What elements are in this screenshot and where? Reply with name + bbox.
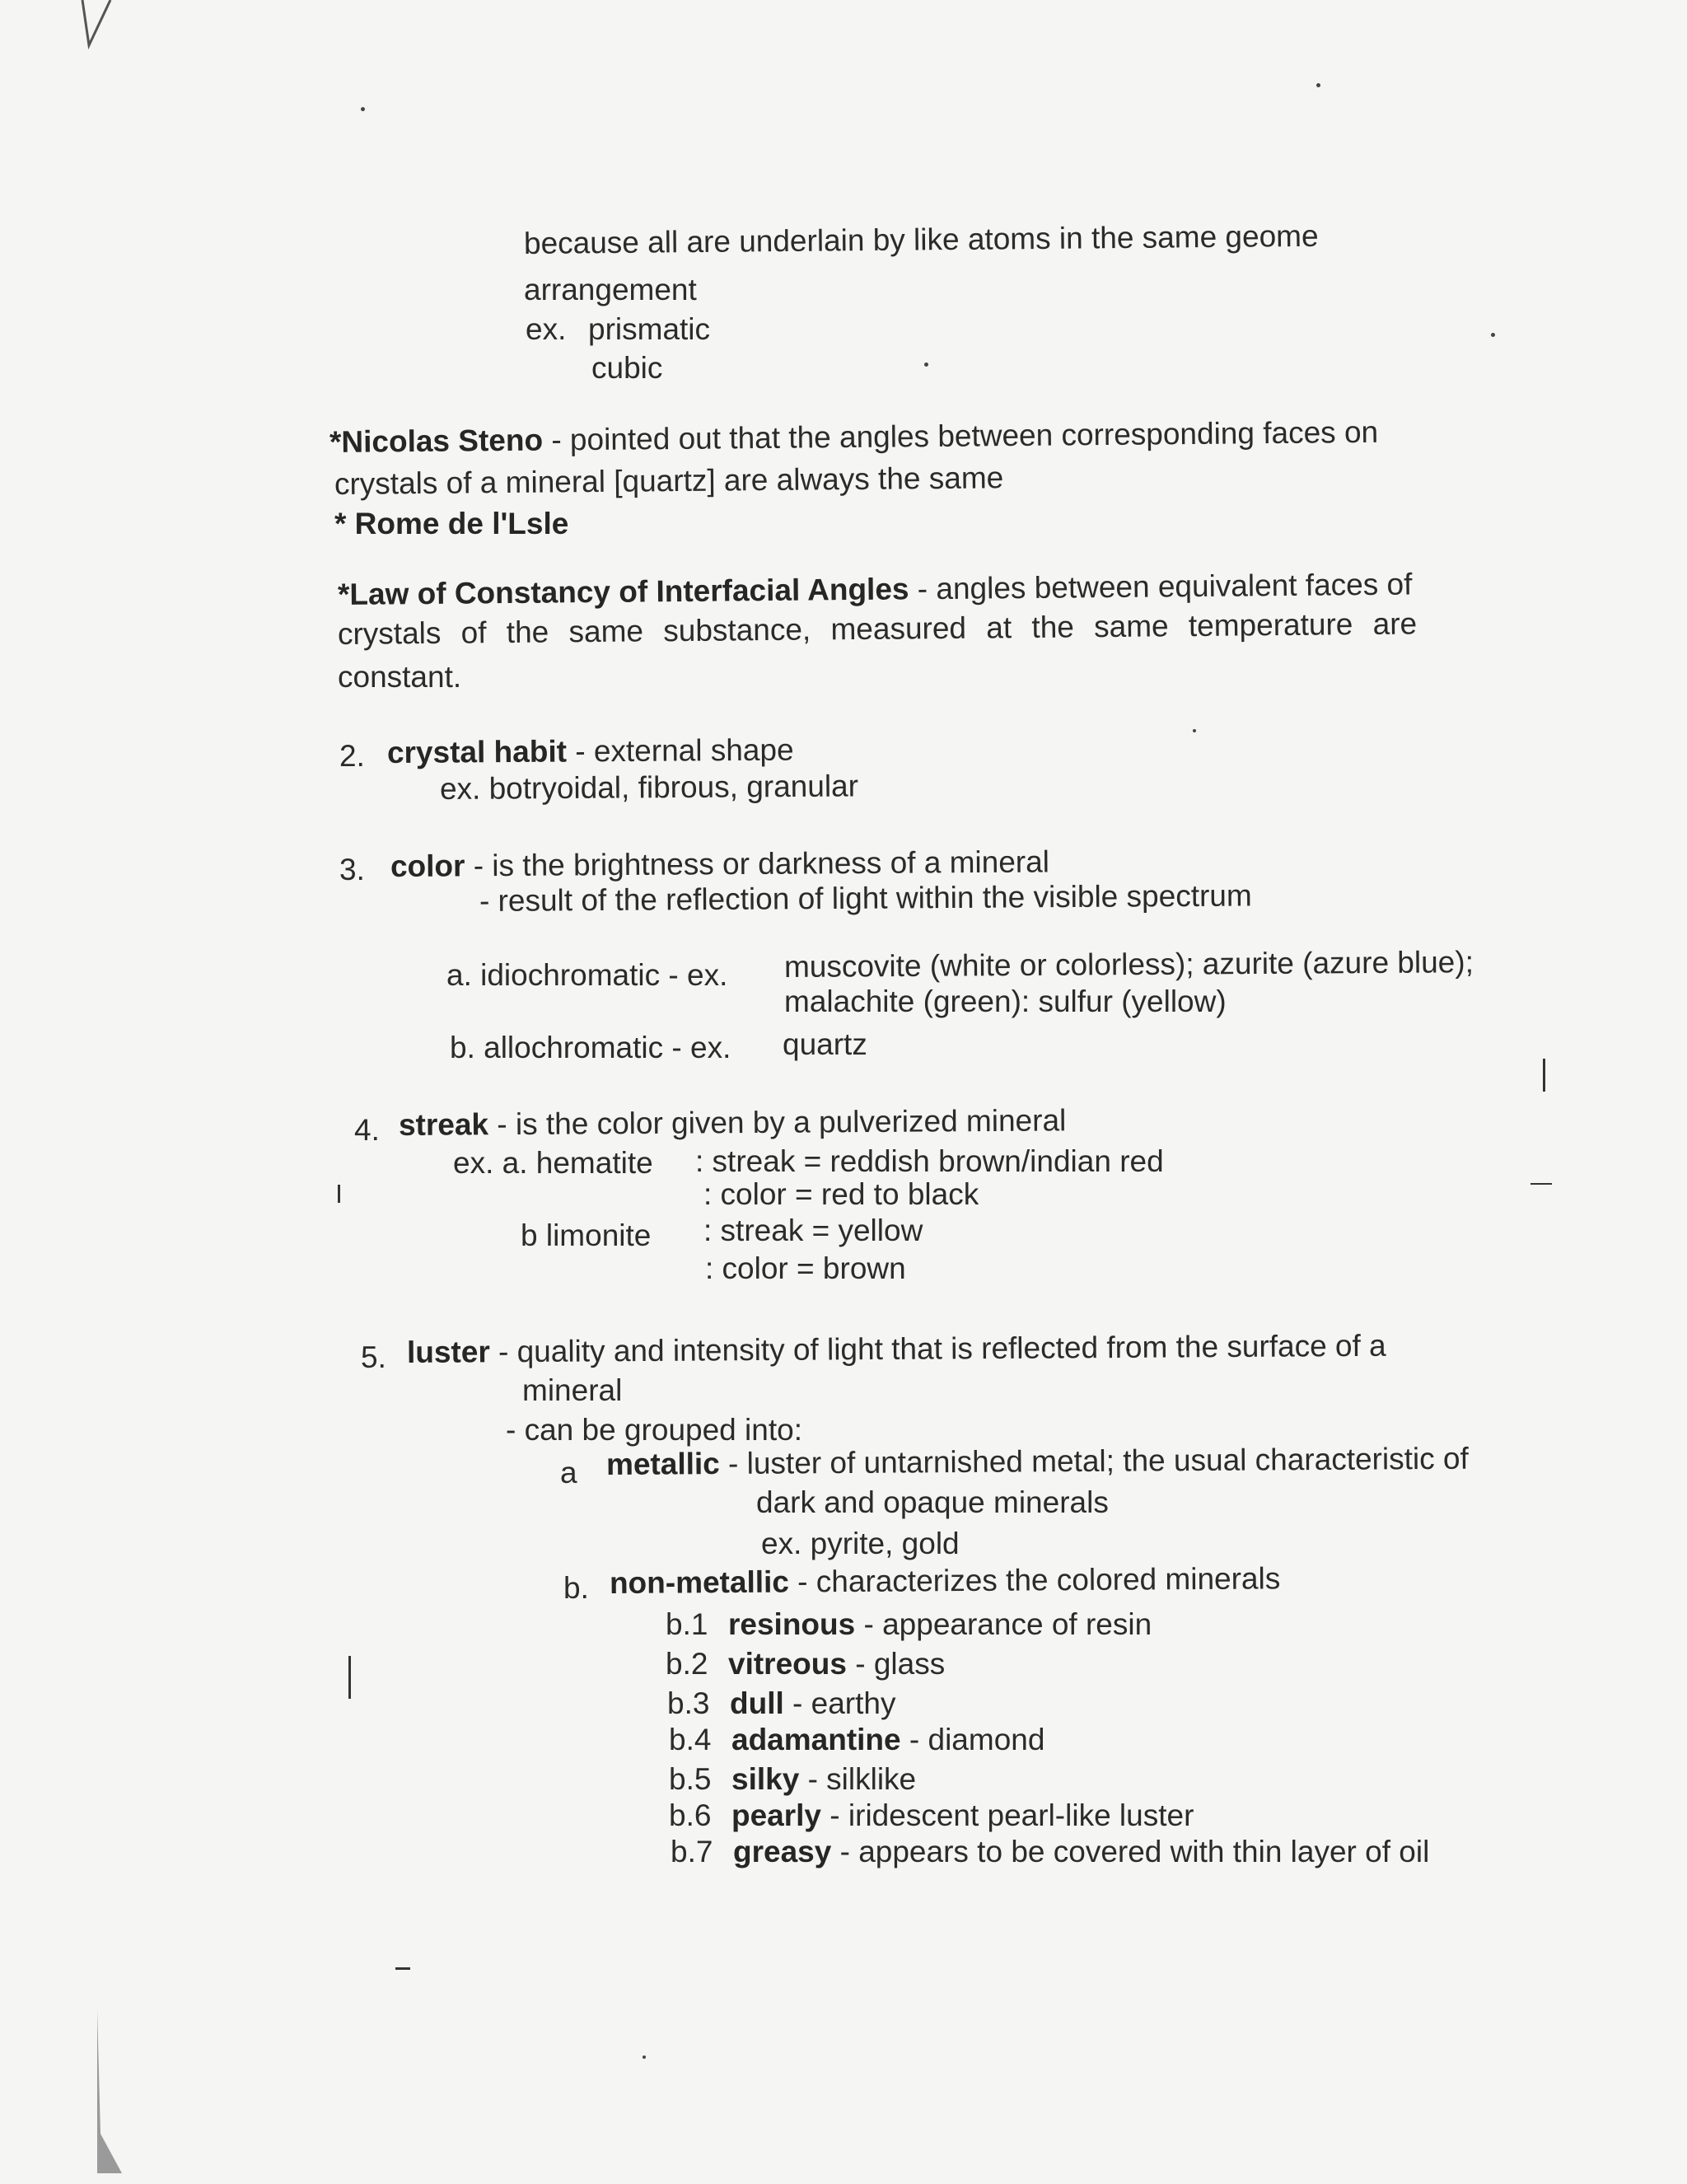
sub-description: - appears to be covered with thin layer of oil — [831, 1835, 1430, 1868]
law-line-1 — [338, 566, 1413, 613]
sub-term: adamantine — [731, 1723, 901, 1756]
streak-line — [399, 1102, 1067, 1143]
sub-term: dull — [730, 1686, 784, 1720]
sub-number: b.4 — [669, 1723, 712, 1756]
list-item — [667, 1686, 895, 1722]
law-name: *Law of Constancy of Interfacial Angles — [337, 572, 909, 611]
scan-mark — [1543, 1059, 1545, 1092]
hematite-label: ex. a. hematite — [453, 1146, 653, 1180]
sub-description: - silklike — [799, 1762, 917, 1796]
sub-description: - iridescent pearl-like luster — [821, 1798, 1194, 1832]
limonite-streak: : streak = yellow — [703, 1214, 923, 1247]
metallic-example: ex. pyrite, gold — [761, 1527, 960, 1560]
idiochromatic-examples-1: muscovite (white or colorless); azurite (azure blue); — [783, 945, 1474, 984]
sub-description: - appearance of resin — [855, 1607, 1152, 1641]
habit-description: - external shape — [566, 732, 794, 769]
sub-term: vitreous — [728, 1647, 847, 1681]
idiochromatic-examples-2: malachite (green): sulfur (yellow) — [784, 984, 1227, 1018]
luster-description-1: - quality and intensity of light that is reflected from the surface of a — [489, 1328, 1386, 1369]
steno-description: - pointed out that the angles between corresponding faces on — [542, 414, 1379, 457]
sub-term: resinous — [728, 1607, 856, 1641]
steno-name: *Nicolas Steno — [329, 423, 544, 459]
non-metallic-description: - characterizes the colored minerals — [788, 1561, 1281, 1599]
color-term: color — [390, 849, 465, 883]
color-line-2: - result of the reflection of light within the visible spectrum — [479, 878, 1252, 918]
rome-de-lisle — [334, 506, 568, 542]
sub-number: b.5 — [669, 1762, 712, 1796]
law-description: - angles between equivalent faces of — [909, 567, 1413, 606]
scan-speck — [924, 362, 928, 367]
allochromatic-example: quartz — [783, 1027, 867, 1061]
non-metallic-term: non-metallic — [609, 1564, 790, 1600]
limonite-label: b limonite — [521, 1218, 652, 1252]
crystal-form-line-1: because all are underlain by like atoms in the same geome — [523, 218, 1319, 260]
scan-speck — [1316, 83, 1320, 87]
metallic-line-2: dark and opaque minerals — [756, 1485, 1109, 1519]
luster-term: luster — [406, 1335, 490, 1369]
law-line-3: constant. — [338, 660, 462, 694]
list-item — [669, 1761, 916, 1798]
metallic-description-1: - luster of untarnished metal; the usual characteristic of — [719, 1441, 1469, 1481]
limonite-color: : color = brown — [705, 1251, 906, 1285]
color-line-1 — [390, 844, 1049, 885]
idiochromatic-label: a. idiochromatic - ex. — [446, 958, 728, 992]
non-metallic-label: b. — [563, 1571, 589, 1605]
color-number: 3. — [339, 853, 365, 886]
scan-mark — [348, 1656, 351, 1699]
streak-number: 4. — [354, 1113, 380, 1147]
scan-corner-shadow — [92, 2010, 125, 2175]
habit-line — [387, 732, 794, 771]
scan-speck — [1491, 333, 1495, 337]
sub-number: b.6 — [669, 1798, 712, 1832]
luster-line-3: - can be grouped into: — [506, 1413, 802, 1447]
sub-number: b.1 — [666, 1607, 708, 1641]
sub-term: greasy — [733, 1835, 832, 1868]
list-item — [669, 1722, 1044, 1758]
luster-line-1 — [407, 1328, 1386, 1371]
habit-number: 2. — [339, 739, 365, 773]
steno-line-1 — [329, 414, 1379, 461]
sub-description: - earthy — [783, 1686, 896, 1720]
streak-term: streak — [398, 1107, 489, 1142]
scan-speck — [643, 2055, 646, 2059]
list-item — [671, 1834, 1429, 1870]
list-item — [669, 1798, 1194, 1834]
list-item — [666, 1606, 1152, 1643]
non-metallic-line — [610, 1560, 1281, 1602]
scan-corner-mark — [81, 0, 114, 49]
rome-name: * Rome de l'Lsle — [334, 507, 569, 540]
metallic-term: metallic — [605, 1447, 720, 1481]
habit-term: crystal habit — [386, 734, 568, 769]
sub-term: pearly — [731, 1798, 822, 1832]
sub-description: - diamond — [900, 1723, 1045, 1756]
color-description-1: - is the brightness or darkness of a mineral — [465, 844, 1050, 883]
hematite-streak: : streak = reddish brown/indian red — [695, 1144, 1164, 1178]
crystal-form-line-2: arrangement — [524, 273, 697, 306]
luster-number: 5. — [361, 1340, 386, 1374]
scan-speck — [1193, 729, 1196, 732]
scan-mark — [395, 1967, 410, 1970]
metallic-line-1 — [606, 1441, 1469, 1483]
law-line-2: crystals of the same substance, measured at the same temperature are — [337, 606, 1418, 651]
sub-term: silky — [731, 1762, 800, 1796]
streak-description: - is the color given by a pulverized mineral — [488, 1103, 1067, 1142]
crystal-form-example-1: prismatic — [588, 312, 711, 346]
hematite-color: : color = red to black — [703, 1177, 979, 1211]
crystal-form-example-label: ex. — [526, 312, 567, 346]
list-item — [666, 1646, 945, 1682]
scan-speck — [361, 107, 365, 111]
allochromatic-label: b. allochromatic - ex. — [450, 1031, 731, 1064]
scan-mark — [338, 1185, 340, 1203]
steno-line-2: crystals of a mineral [quartz] are always the same — [334, 461, 1004, 501]
luster-line-2: mineral — [522, 1373, 623, 1407]
sub-description: - glass — [846, 1647, 946, 1681]
sub-number: b.7 — [671, 1835, 713, 1868]
crystal-form-example-2: cubic — [591, 351, 663, 385]
scan-mark — [1530, 1183, 1552, 1185]
habit-examples: ex. botryoidal, fibrous, granular — [439, 769, 859, 806]
sub-number: b.2 — [666, 1647, 708, 1681]
metallic-label: a — [560, 1456, 577, 1490]
sub-number: b.3 — [667, 1686, 710, 1720]
